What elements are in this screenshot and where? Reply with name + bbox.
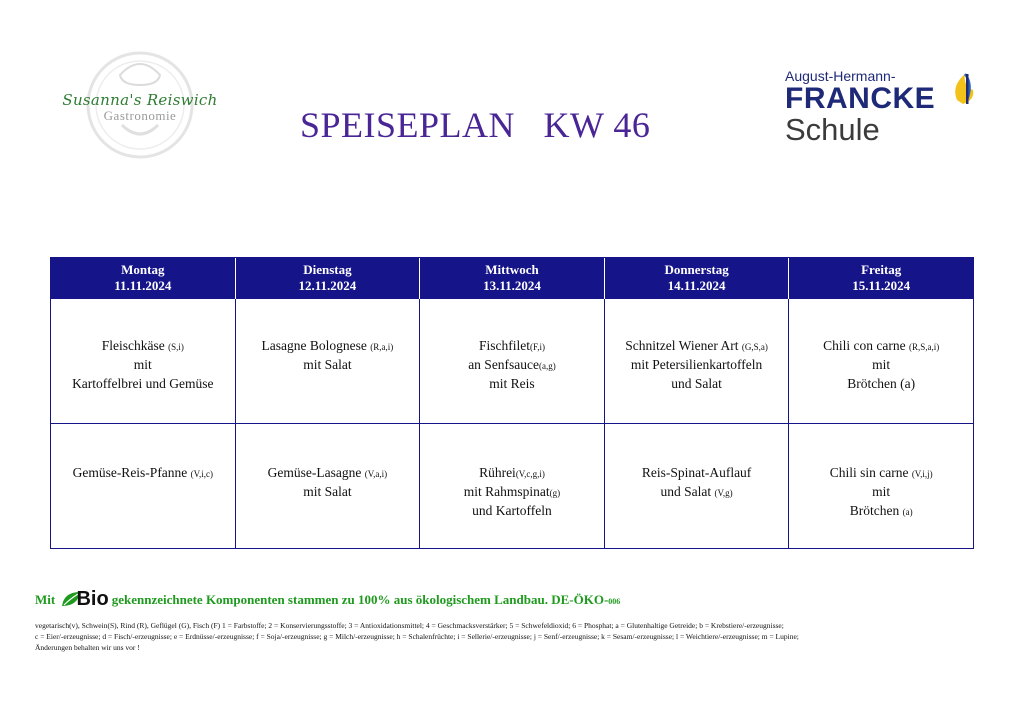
bio-logo <box>60 588 109 611</box>
dish-cell <box>420 424 605 549</box>
allergen-codes: (g) <box>549 488 561 498</box>
dish-text: Gemüse-Reis-Pfanne <box>72 465 191 480</box>
bio-code: 006 <box>608 596 621 606</box>
menu-header-row <box>51 258 974 299</box>
dish-text: und Kartoffeln <box>472 503 552 518</box>
dish-text: und Salat <box>671 376 722 391</box>
allergen-codes: (a,g) <box>539 361 556 371</box>
dish-cell <box>789 299 974 424</box>
dish-cell <box>235 299 420 424</box>
dish-text: mit Petersilienkartoffeln <box>630 357 763 372</box>
allergen-codes: (R,a,i) <box>370 342 394 352</box>
dish-text: mit Salat <box>303 484 352 499</box>
bio-logo-text: Bio <box>76 588 109 610</box>
day-date: 14.11.2024 <box>667 278 726 293</box>
dish-text: Schnitzel Wiener Art <box>625 338 742 353</box>
day-name: Mittwoch <box>485 262 539 277</box>
bio-notice <box>35 588 621 611</box>
menu-row-1 <box>51 299 974 424</box>
dish-text: mit Reis <box>489 376 535 391</box>
flame-icon <box>951 70 977 110</box>
day-date: 15.11.2024 <box>852 278 911 293</box>
dish-text: mit <box>872 357 891 372</box>
dish-cell <box>51 424 236 549</box>
allergen-codes: (V,c,g,i) <box>515 469 545 479</box>
legend-line: c = Eier/-erzeugnisse; d = Fisch/-erzeugnisse; e = Erdnüsse/-erzeugnisse; f = Soja/-erzeugnisse; g = Milch/-erzeugnisse; h = Schalenfrüchte; i = Sellerie/-erzeugnisse; j = Senf/-erzeugnisse; k = Sesam/-erzeugnisse; l = Weichtiere/-erzeugnisse; m = Lupine; <box>35 632 799 641</box>
page-title: SPEISEPLAN KW 46 <box>300 105 651 145</box>
allergen-codes: (G,S,a) <box>741 342 768 352</box>
legend-line: vegetarisch(v), Schwein(S), Rind (R), Geflügel (G), Fisch (F) 1 = Farbstoffe; 2 = Konservierungsstoffe; 3 = Antioxidationsmittel; 4 = Geschmacksverstärker; 5 = Schwefeldioxid; 6 = Phosphat; a = Glutenhaltige Getreide; b = Krebstiere/-erzeugnisse; <box>35 621 784 630</box>
bio-text: gekennzeichnete Komponenten stammen zu 100% aus ökologischem Landbau. DE-ÖKO- <box>111 591 609 607</box>
dish-cell <box>235 424 420 549</box>
day-header <box>420 258 605 299</box>
dish-text: Reis-Spinat-Auflauf <box>641 465 752 480</box>
dish-cell <box>51 299 236 424</box>
dish-cell <box>604 424 789 549</box>
allergen-codes: (V,g) <box>714 488 733 498</box>
caterer-logo-subtitle: Gastronomie <box>103 108 177 123</box>
dish-text: mit Salat <box>303 357 352 372</box>
dish-text: Lasagne Bolognese <box>261 338 371 353</box>
school-logo-top: August-Hermann- <box>785 68 896 84</box>
day-header <box>789 258 974 299</box>
allergen-codes: (V,a,i) <box>364 469 388 479</box>
allergen-codes: (a) <box>902 507 913 517</box>
dish-text: und Salat <box>660 484 715 499</box>
dish-text: Brötchen (a) <box>847 376 916 391</box>
school-logo-name: FRANCKE <box>785 82 936 115</box>
caterer-logo <box>60 45 220 165</box>
allergen-codes: (S,i) <box>168 342 184 352</box>
dish-text: Chili con carne <box>823 338 909 353</box>
allergen-codes: (F,i) <box>529 342 545 352</box>
allergen-codes: (V,i,j) <box>911 469 933 479</box>
dish-cell <box>789 424 974 549</box>
dish-cell <box>604 299 789 424</box>
dish-text: mit <box>872 484 891 499</box>
dish-text: Brötchen <box>849 503 903 518</box>
dish-cell <box>420 299 605 424</box>
day-header <box>51 258 236 299</box>
day-header <box>604 258 789 299</box>
dish-text: Kartoffelbrei und Gemüse <box>72 376 214 391</box>
dish-text: mit Rahmspinat <box>463 484 550 499</box>
allergen-codes: (V,i,c) <box>190 469 214 479</box>
day-date: 12.11.2024 <box>298 278 357 293</box>
menu-row-2 <box>51 424 974 549</box>
day-name: Donnerstag <box>664 262 729 277</box>
day-date: 11.11.2024 <box>114 278 172 293</box>
day-name: Freitag <box>861 262 902 277</box>
school-logo <box>785 68 985 148</box>
dish-text: an Senfsauce <box>468 357 540 372</box>
menu-table <box>50 257 974 549</box>
legend-line: Änderungen behalten wir uns vor ! <box>35 643 140 652</box>
dish-text: Chili sin carne <box>829 465 912 480</box>
day-date: 13.11.2024 <box>483 278 541 293</box>
dish-text: Fleischkäse <box>101 338 169 353</box>
day-header <box>235 258 420 299</box>
dish-text: mit <box>133 357 152 372</box>
dish-text: Gemüse-Lasagne <box>267 465 365 480</box>
caterer-logo-name: Susanna's Reiswich <box>62 91 218 109</box>
school-logo-school: Schule <box>785 112 880 147</box>
dish-text: Rührei <box>479 465 516 480</box>
bio-prefix: Mit <box>35 591 59 607</box>
allergen-codes: (R,S,a,i) <box>908 342 940 352</box>
day-name: Dienstag <box>303 262 352 277</box>
day-name: Montag <box>121 262 165 277</box>
allergen-legend <box>35 620 995 653</box>
dish-text: Fischfilet <box>478 338 530 353</box>
